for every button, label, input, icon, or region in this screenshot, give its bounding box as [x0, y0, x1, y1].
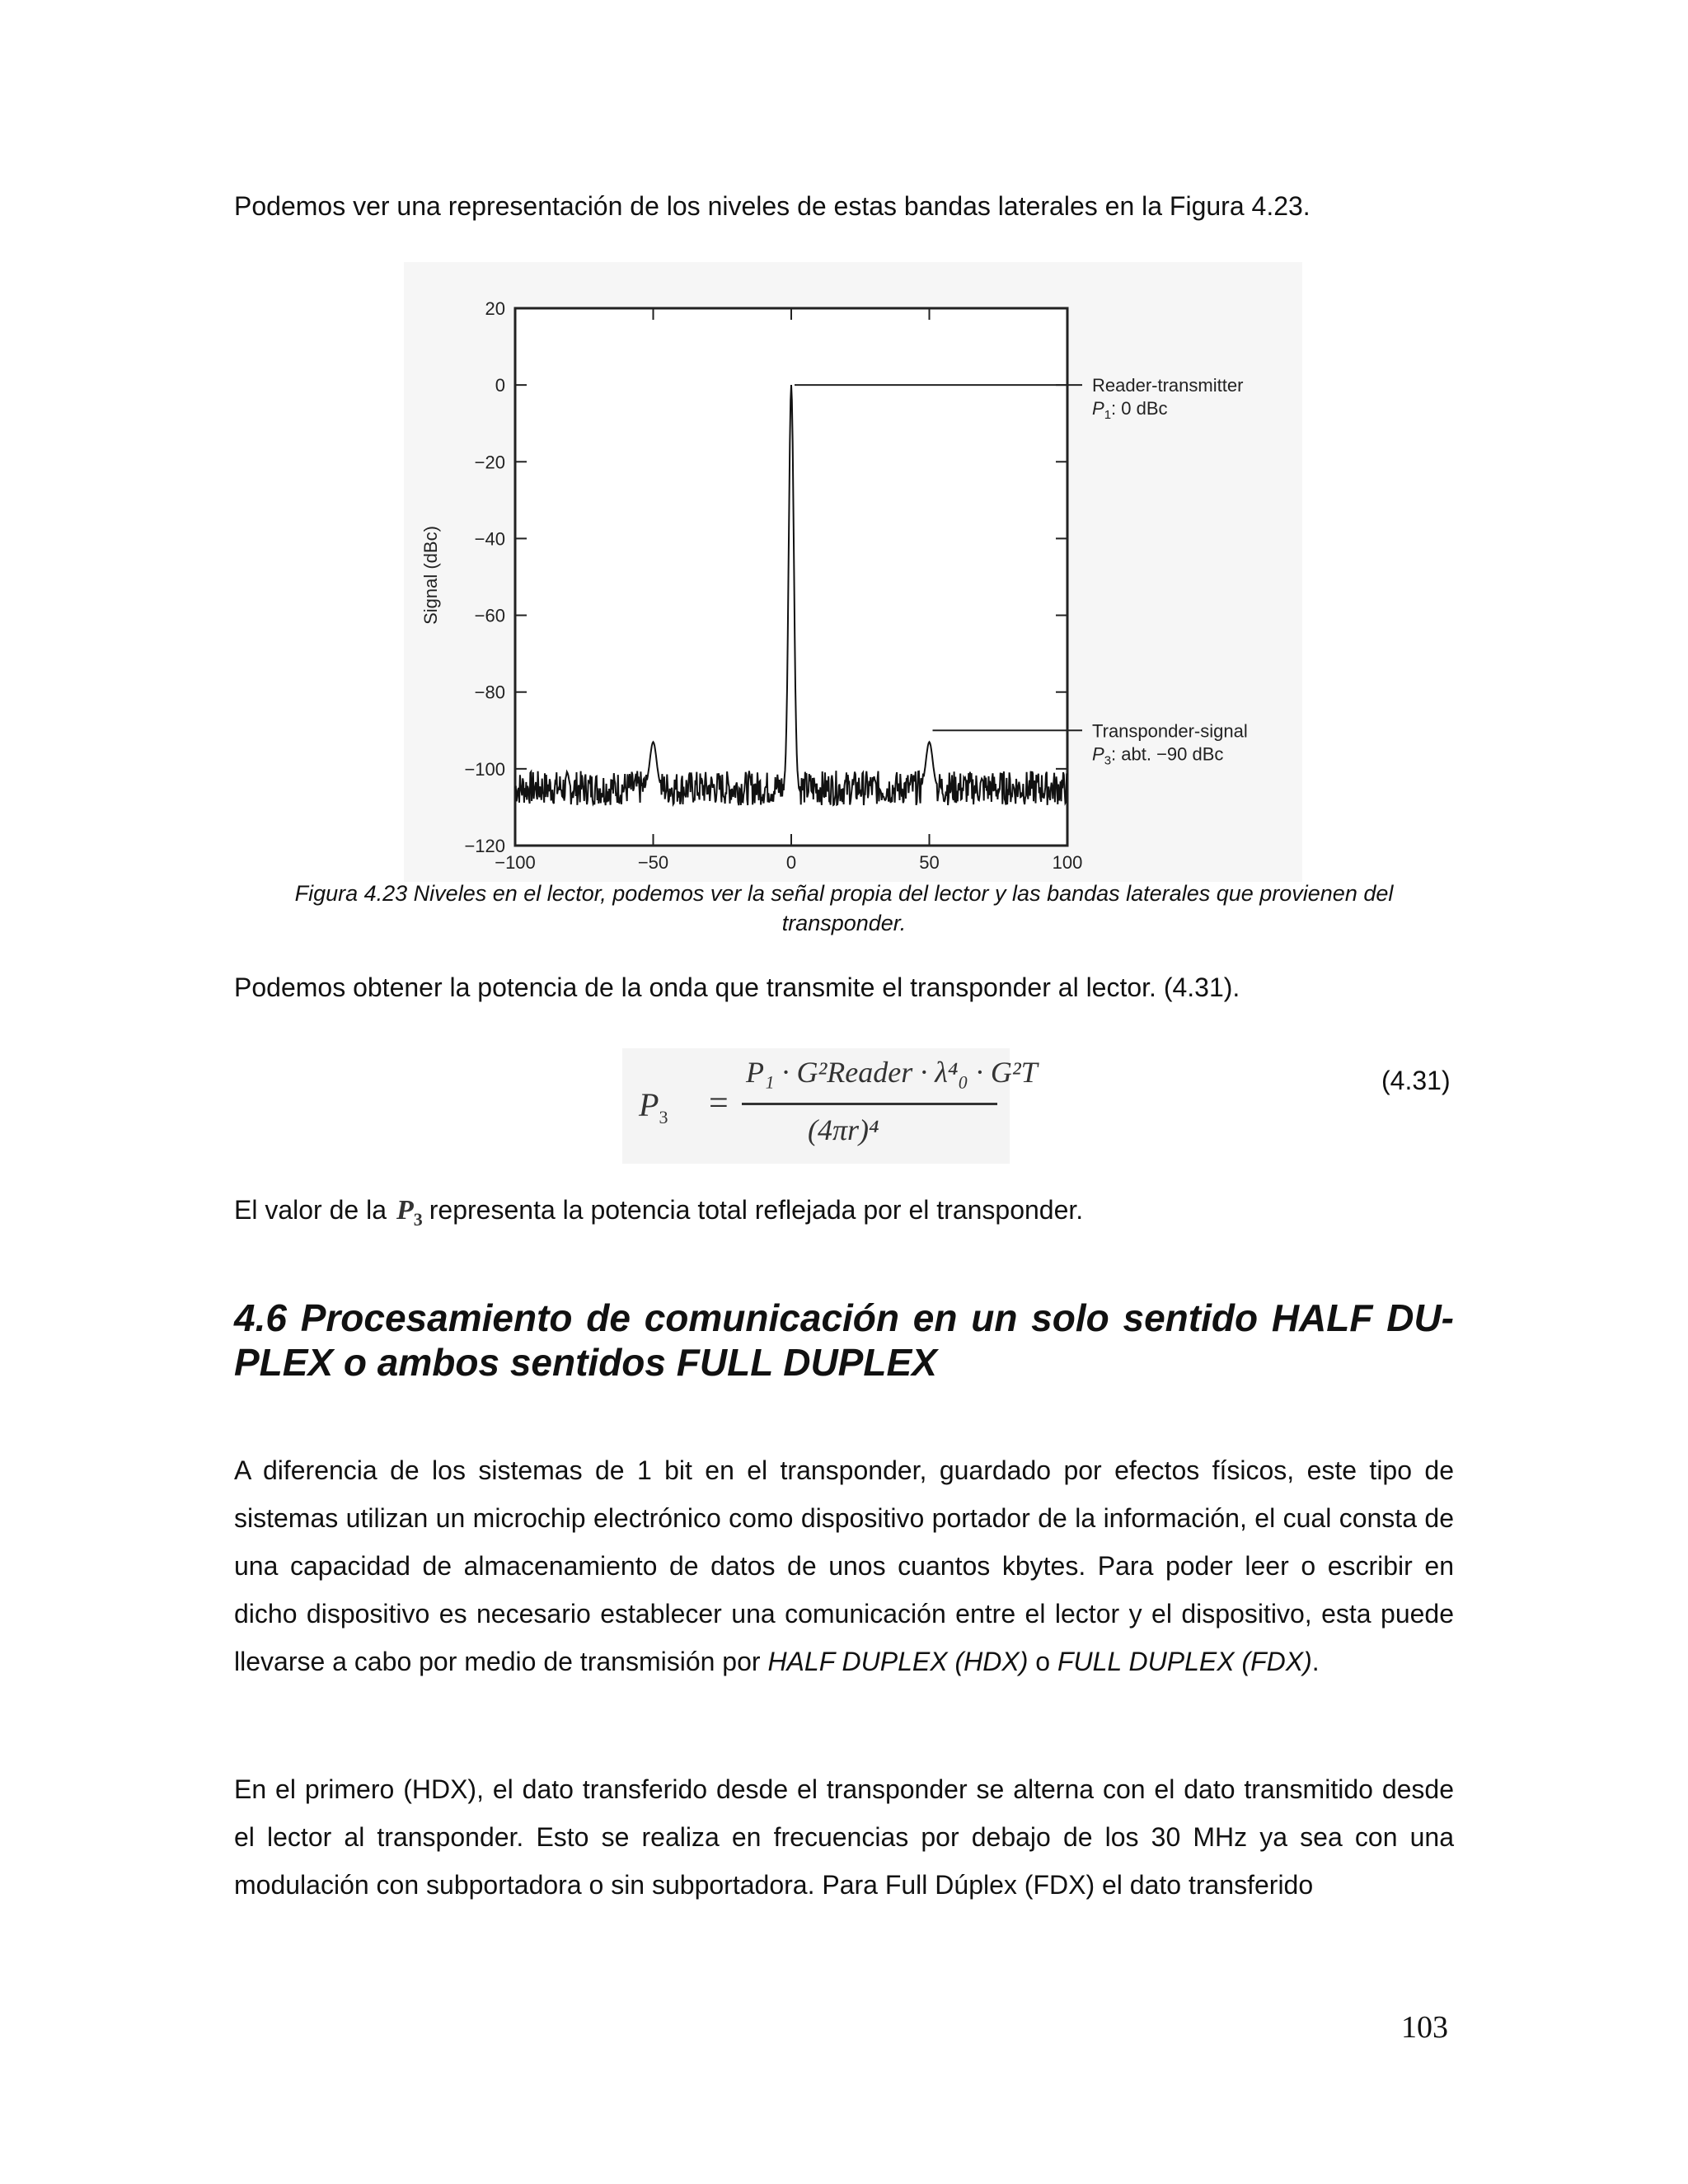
signal-chart — [404, 262, 1302, 882]
p3-symbol: $P_3$ — [396, 1195, 423, 1230]
equation-numerator: P₁ · G²Reader · λ⁴₀ · G²T — [746, 1056, 1038, 1089]
figure-caption: Figura 4.23 Niveles en el lector, podemos ver la señal propia del lector y las bandas laterales que provienen del transponder. — [294, 881, 1394, 935]
fdx-term: FULL DUPLEX (FDX) — [1057, 1647, 1312, 1676]
reader-transmitter-label: Reader-transmitter — [1092, 375, 1244, 396]
equals-sign: = — [709, 1085, 729, 1122]
p3-level-label: $P_3$: abt. −90 dBc — [1092, 743, 1224, 768]
power-paragraph: Podemos obtener la potencia de la onda que transmite el transponder al lector. (4.31). — [234, 972, 1240, 1002]
x-tick-label: −50 — [637, 852, 669, 873]
x-tick-label: −100 — [495, 852, 536, 873]
y-tick-label: −120 — [464, 836, 505, 856]
equation-lhs: $P_3$ — [639, 1086, 668, 1127]
page-number: 103 — [1401, 2010, 1448, 2045]
equation-number: (4.31) — [1381, 1066, 1451, 1095]
section-heading: 4.6 Procesamiento de comunicación en un solo sentido HALF DU- PLEX o ambos sentidos FULL DUPLEX — [234, 1296, 1454, 1384]
intro-paragraph: Podemos ver una representación de los niveles de estas bandas laterales en la Figura 4.23. — [234, 191, 1311, 221]
x-tick-label: 50 — [919, 852, 940, 873]
y-tick-label: −40 — [474, 528, 505, 550]
body-paragraph-1: A diferencia de los sistemas de 1 bit en el transponder, guardado por efectos físicos, este tipo de sistemas utilizan un microchip electrónico como dispositivo portador de la información, el cual consta de una capacidad de almacenamiento de datos de unos cuantos kbytes. Para poder leer o escribir en dicho dispositivo es necesario establecer una comunicación entre el lector y el dispositivo, esta puede llevarse a cabo por medio de transmisión por HALF DUPLEX (HDX) o FULL DUPLEX (FDX). — [234, 1455, 1454, 1676]
x-tick-label: 0 — [785, 852, 797, 873]
x-tick-label: 100 — [1052, 852, 1083, 873]
y-tick-label: 0 — [495, 375, 505, 396]
y-tick-label: −20 — [474, 452, 505, 473]
y-tick-label: 20 — [485, 298, 505, 319]
equation-denominator: (4πr)⁴ — [808, 1113, 879, 1146]
transponder-signal-label: Transponder-signal — [1092, 720, 1248, 742]
y-tick-label: −60 — [474, 605, 505, 626]
y-tick-label: −100 — [464, 758, 505, 780]
figure-4-23 — [404, 262, 1302, 882]
hdx-term: HALF DUPLEX (HDX) — [767, 1647, 1029, 1676]
p3-paragraph: El valor de la $P_3$ representa la potencia total reflejada por el transponder. — [234, 1195, 1084, 1230]
p1-level-label: $P_1$: 0 dBc — [1092, 398, 1168, 423]
equation-4-31 — [622, 1048, 1038, 1164]
y-axis-label: Signal (dBc) — [420, 526, 441, 625]
y-tick-label: −80 — [474, 682, 505, 703]
body-paragraph-2: En el primero (HDX), el dato transferido desde el transponder se alterna con el dato transmitido desde el lector al transponder. Esto se realiza en frecuencias por debajo de los 30 MHz ya sea con una modulación con subportadora o sin subportadora. Para Full Dúplex (FDX) el dato transferido — [234, 1774, 1454, 1900]
fraction-bar — [742, 1103, 997, 1105]
